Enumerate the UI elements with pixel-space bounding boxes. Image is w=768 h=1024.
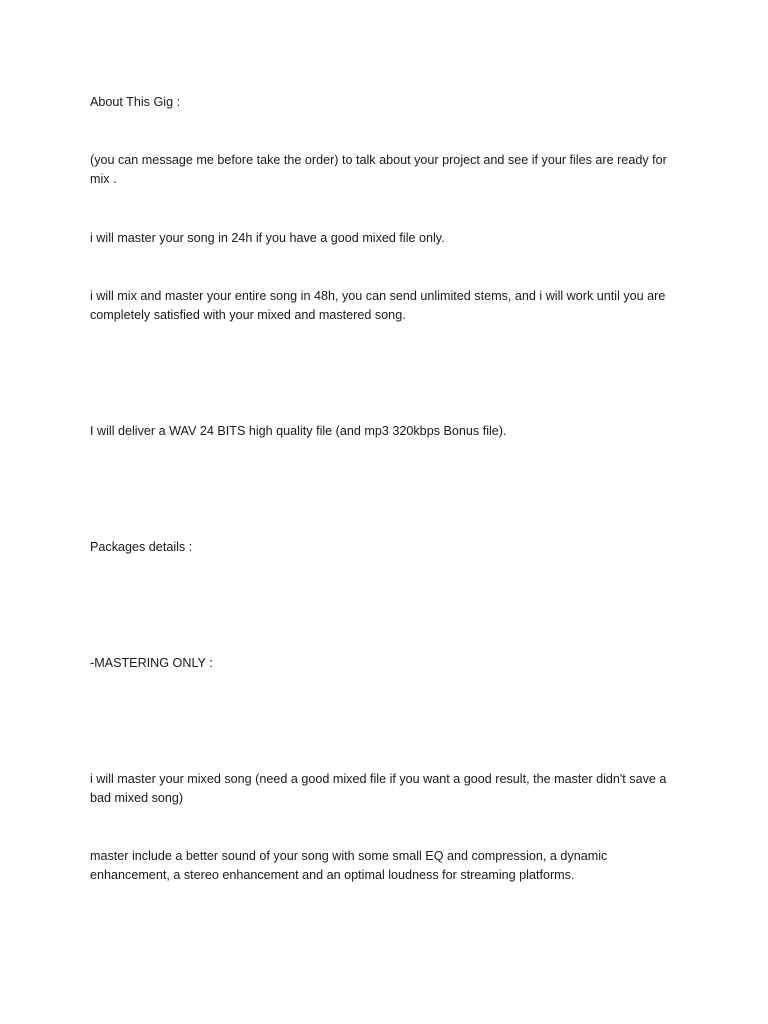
section-heading-packages: Packages details : [90,540,193,554]
paragraph-mastering-requirements: i will master your mixed song (need a good mixed file if you want a good result, the master didn't save a bad mixed song) [90,772,667,805]
paragraph-mastering-24h: i will master your song in 24h if you have a good mixed file only. [90,231,445,245]
paragraph-master-includes: master include a better sound of your song with some small EQ and compression, a dynamic enhancement, a stereo enhancement and an optimal loudness for streaming platforms. [90,849,608,882]
section-heading-mastering-only: -MASTERING ONLY : [90,656,213,670]
section-heading-about-gig: About This Gig : [90,95,181,109]
paragraph-message-before-order: (you can message me before take the order) to talk about your project and see if your files are ready for mix . [90,153,667,186]
paragraph-delivery-format: I will deliver a WAV 24 BITS high quality file (and mp3 320kbps Bonus file). [90,424,507,438]
paragraph-mix-and-master-48h: i will mix and master your entire song in 48h, you can send unlimited stems, and i will work until you are completely satisfied with your mixed and mastered song. [90,289,666,322]
